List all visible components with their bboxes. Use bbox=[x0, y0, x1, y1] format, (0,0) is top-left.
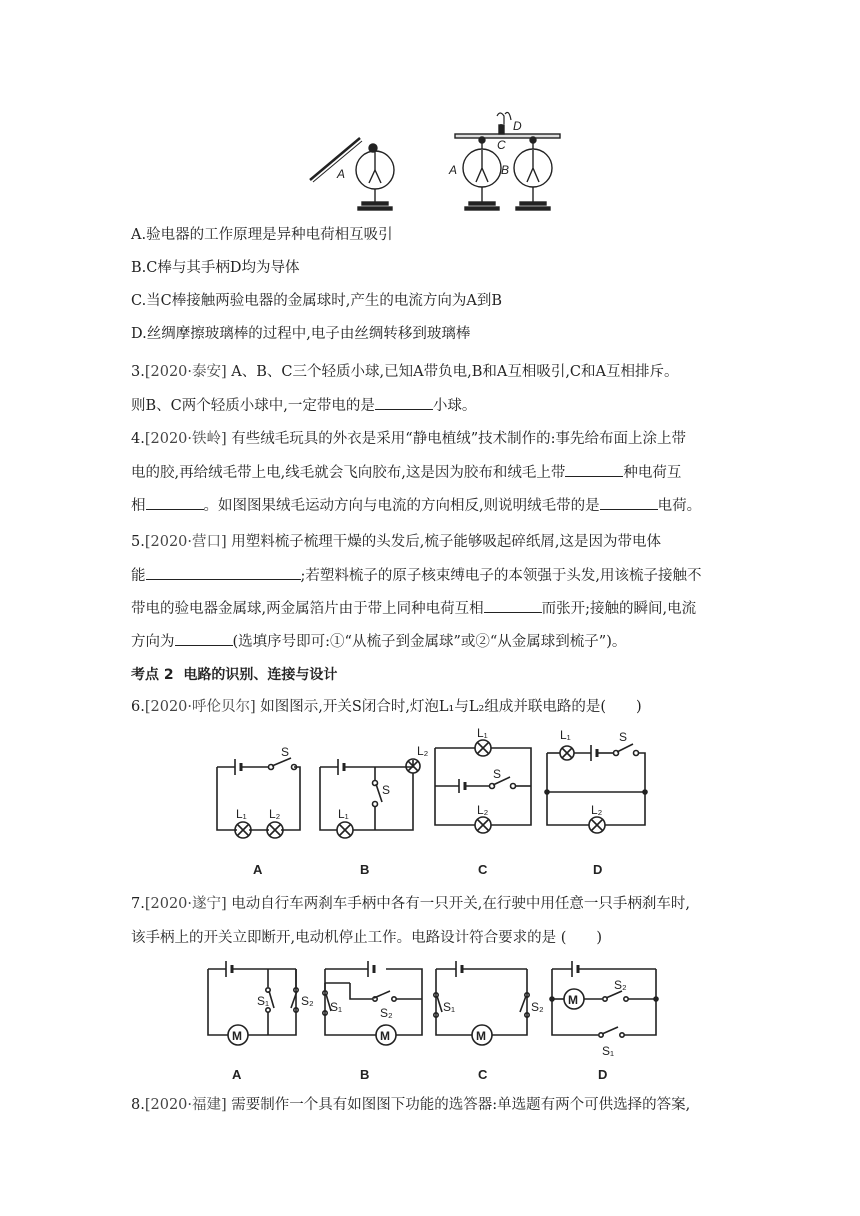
label-d: D bbox=[513, 119, 522, 133]
q7b-s1-label: S₁ bbox=[330, 1000, 343, 1014]
q7d-motor-label: M bbox=[568, 993, 578, 1007]
q6c-label-l2: L₂ bbox=[477, 803, 489, 817]
q5-line-4 bbox=[131, 631, 626, 652]
q6-close-paren: ) bbox=[635, 699, 642, 715]
q8-text: 需要制作一个具有如图图下功能的选答器:单选题有两个可供选择的答案, bbox=[231, 1097, 691, 1113]
option-d: D.丝绸摩擦玻璃棒的过程中,电子由丝绸转移到玻璃棒 bbox=[131, 326, 471, 342]
q7-answer-blank[interactable] bbox=[566, 928, 596, 942]
q4-blank-2[interactable] bbox=[146, 495, 204, 510]
q5-text-2b: ;若塑料梳子的原子核束缚电子的本领强于头发,用该梳子接触不 bbox=[300, 568, 702, 584]
q6-circuit-figure bbox=[205, 722, 660, 882]
q4-number: 4. bbox=[131, 431, 145, 447]
q6b-label-l1: L₁ bbox=[338, 807, 349, 821]
option-b: B.C棒与其手柄D均为导体 bbox=[131, 260, 300, 276]
q6-option-d-label: D bbox=[593, 862, 603, 877]
q5-text-4a: 方向为 bbox=[131, 634, 175, 650]
q8-source-tag: [2020·福建] bbox=[144, 1097, 227, 1113]
q3-text-2b: 小球。 bbox=[432, 398, 477, 414]
option-c: C.当C棒接触两验电器的金属球时,产生的电流方向为A到B bbox=[131, 293, 503, 309]
q6-source-tag: [2020·呼伦贝尔] bbox=[144, 699, 256, 715]
q5-text-3a: 带电的验电器金属球,两金属箔片由于带上同种电荷互相 bbox=[131, 601, 484, 617]
q7d-s1-label: S₁ bbox=[602, 1044, 615, 1058]
q6-answer-blank[interactable] bbox=[606, 697, 636, 711]
q7-line-1 bbox=[131, 894, 690, 914]
label-c: C bbox=[497, 138, 506, 152]
q5-text-3b: 而张开;接触的瞬间,电流 bbox=[541, 601, 697, 617]
section-title: 电路的识别、连接与设计 bbox=[183, 667, 338, 683]
q4-text-2b: 种电荷互 bbox=[623, 465, 682, 481]
q5-text-1: 用塑料梳子梳理干燥的头发后,梳子能够吸起碎纸屑,这是因为带电体 bbox=[231, 534, 661, 550]
q8-number: 8. bbox=[131, 1097, 145, 1113]
q7-option-c-label: C bbox=[478, 1067, 488, 1082]
q3-line-2 bbox=[131, 395, 476, 416]
q7d-s2-label: S₂ bbox=[614, 978, 627, 992]
q5-number: 5. bbox=[131, 534, 145, 550]
option-a: A.验电器的工作原理是异种电荷相互吸引 bbox=[131, 227, 393, 243]
q7-line-2 bbox=[131, 928, 602, 948]
q6c-label-l1: L₁ bbox=[477, 726, 488, 740]
q6-option-a-label: A bbox=[253, 862, 263, 877]
q4-blank-3[interactable] bbox=[600, 495, 658, 510]
section-label: 考点 2 bbox=[131, 667, 174, 683]
q3-line-1 bbox=[131, 362, 679, 382]
label-a-right: A bbox=[449, 163, 458, 177]
q7-source-tag: [2020·遂宁] bbox=[144, 896, 227, 912]
q6-text: 如图图示,开关S闭合时,灯泡L₁与L₂组成并联电路的是( bbox=[260, 699, 606, 715]
q6a-label-l1: L₁ bbox=[236, 807, 247, 821]
q6-option-b-label: B bbox=[360, 862, 370, 877]
q7-option-b-label: B bbox=[360, 1067, 370, 1082]
q6b-label-l2: L₂ bbox=[417, 744, 429, 758]
label-b: B bbox=[501, 163, 510, 177]
q3-blank[interactable] bbox=[375, 395, 433, 410]
q5-blank-3[interactable] bbox=[175, 631, 233, 646]
q7-circuit-figure bbox=[200, 955, 665, 1085]
section-heading bbox=[131, 665, 337, 685]
q6b-label-s: S bbox=[382, 783, 391, 797]
q6-number: 6. bbox=[131, 699, 145, 715]
q6d-label-l2: L₂ bbox=[591, 803, 603, 817]
q5-text-2a: 能 bbox=[131, 568, 146, 584]
q7-number: 7. bbox=[131, 896, 145, 912]
q7c-s1-label: S₁ bbox=[443, 1000, 456, 1014]
q6c-label-s: S bbox=[493, 767, 502, 781]
q7-text-2: 该手柄上的开关立即断开,电动机停止工作。电路设计符合要求的是 ( bbox=[131, 930, 567, 946]
q6d-label-s: S bbox=[619, 730, 628, 744]
q4-source-tag: [2020·铁岭] bbox=[144, 431, 227, 447]
q5-line-3 bbox=[131, 598, 696, 619]
q5-line-1 bbox=[131, 532, 661, 552]
q6-line-1 bbox=[131, 697, 642, 717]
q7-option-a-label: A bbox=[232, 1067, 242, 1082]
q7b-s2-label: S₂ bbox=[380, 1006, 393, 1020]
q7-option-d-label: D bbox=[598, 1067, 608, 1082]
q3-text-2a: 则B、C两个轻质小球中,一定带电的是 bbox=[131, 398, 375, 414]
q7a-motor-label: M bbox=[232, 1029, 242, 1043]
q3-source-tag: [2020·泰安] bbox=[144, 364, 227, 380]
q4-line-1 bbox=[131, 429, 686, 449]
q5-blank-1[interactable] bbox=[146, 565, 301, 580]
q7c-motor-label: M bbox=[476, 1029, 486, 1043]
q5-line-2 bbox=[131, 565, 702, 586]
q4-text-3c: 电荷。 bbox=[657, 498, 702, 514]
q4-text-2a: 电的胶,再给绒毛带上电,线毛就会飞向胶布,这是因为胶布和绒毛上带 bbox=[131, 465, 566, 481]
q5-source-tag: [2020·营口] bbox=[144, 534, 227, 550]
q7a-s1-label: S₁ bbox=[257, 994, 270, 1008]
q6a-label-s: S bbox=[281, 745, 290, 759]
q7b-motor-label: M bbox=[380, 1029, 390, 1043]
q4-line-3 bbox=[131, 495, 701, 516]
q3-number: 3. bbox=[131, 364, 145, 380]
q6d-label-l1: L₁ bbox=[560, 728, 571, 742]
q4-text-3b: 。如图图果绒毛运动方向与电流的方向相反,则说明绒毛带的是 bbox=[203, 498, 600, 514]
q7-text-1: 电动自行车两刹车手柄中各有一只开关,在行驶中用任意一只手柄刹车时, bbox=[231, 896, 690, 912]
q6a-label-l2: L₂ bbox=[269, 807, 281, 821]
q4-text-1: 有些绒毛玩具的外衣是采用“静电植绒”技术制作的:事先给布面上涂上带 bbox=[231, 431, 686, 447]
q4-blank-1[interactable] bbox=[565, 462, 623, 477]
electroscope-figure bbox=[305, 108, 565, 214]
q7-close-paren: ) bbox=[596, 930, 603, 946]
q3-text: A、B、C三个轻质小球,已知A带负电,B和A互相吸引,C和A互相排斥。 bbox=[231, 364, 679, 380]
q4-text-3a: 相 bbox=[131, 498, 146, 514]
q6-option-c-label: C bbox=[478, 862, 488, 877]
q8-line-1 bbox=[131, 1095, 690, 1115]
q5-blank-2[interactable] bbox=[484, 598, 542, 613]
q4-line-2 bbox=[131, 462, 681, 483]
label-a-left: A bbox=[337, 167, 346, 181]
q7c-s2-label: S₂ bbox=[531, 1000, 544, 1014]
q5-text-4b: (选填序号即可:①“从梳子到金属球”或②“从金属球到梳子”)。 bbox=[232, 634, 627, 650]
q7a-s2-label: S₂ bbox=[301, 994, 314, 1008]
